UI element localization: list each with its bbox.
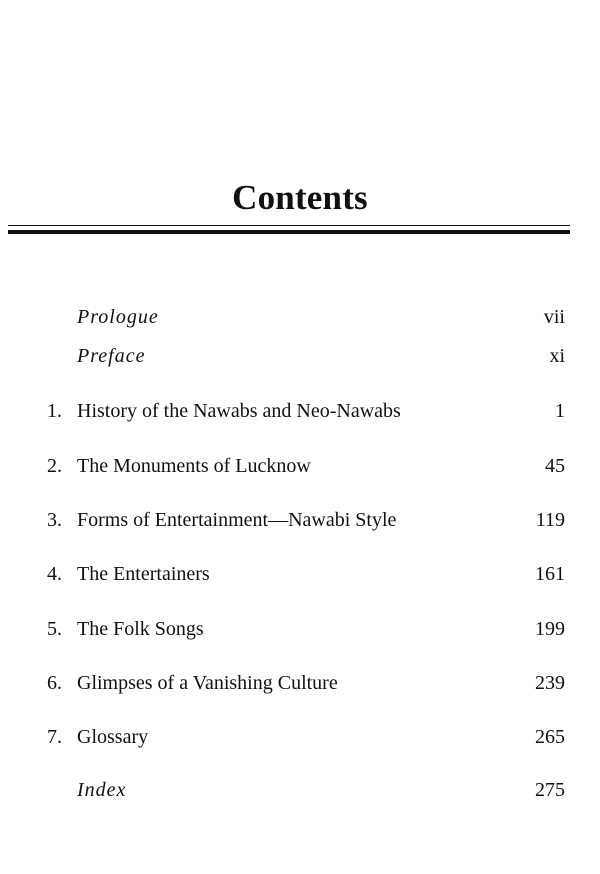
title-rule-thin xyxy=(8,225,570,226)
page-title: Contents xyxy=(232,178,368,217)
toc-entry-number: 6. xyxy=(47,672,62,694)
toc-entry-page: 275 xyxy=(535,779,565,801)
toc-entry-number: 4. xyxy=(47,563,62,585)
toc-entry-chapter-4 xyxy=(0,561,600,587)
toc-entry-number: 7. xyxy=(47,726,62,748)
toc-entry-title: Glossary xyxy=(77,726,149,748)
toc-entry-number: 2. xyxy=(47,455,62,477)
toc-entry-title: Index xyxy=(77,779,127,801)
toc-entry-title: The Monuments of Lucknow xyxy=(77,455,311,477)
toc-entry-chapter-1 xyxy=(0,398,600,424)
toc-entry-page: 199 xyxy=(535,618,565,640)
toc-entry-title: The Entertainers xyxy=(77,563,210,585)
toc-entry-page: 239 xyxy=(535,672,565,694)
toc-entry-page: 1 xyxy=(555,400,565,422)
toc-entry-chapter-6 xyxy=(0,670,600,696)
toc-entry-index xyxy=(0,777,600,803)
toc-entry-page: 119 xyxy=(535,509,565,531)
toc-entry-number: 5. xyxy=(47,618,62,640)
toc-entry-page: vii xyxy=(543,306,565,328)
toc-entry-chapter-3 xyxy=(0,507,600,533)
toc-entry-chapter-7 xyxy=(0,724,600,750)
toc-entry-title: Glimpses of a Vanishing Culture xyxy=(77,672,338,694)
toc-entry-chapter-2 xyxy=(0,453,600,479)
title-rule-thick xyxy=(8,230,570,234)
toc-entry-page: 161 xyxy=(535,563,565,585)
toc-entry-number: 3. xyxy=(47,509,62,531)
toc-entry-title: The Folk Songs xyxy=(77,618,204,640)
toc-entry-page: 45 xyxy=(545,455,565,477)
toc-entry-page: 265 xyxy=(535,726,565,748)
toc-entry-number: 1. xyxy=(47,400,62,422)
toc-entry-preface xyxy=(0,343,600,369)
toc-entry-title: Prologue xyxy=(77,306,159,328)
toc-entry-page: xi xyxy=(549,345,565,367)
toc-entry-title: Preface xyxy=(77,345,146,367)
toc-entry-chapter-5 xyxy=(0,616,600,642)
toc-entry-title: Forms of Entertainment—Nawabi Style xyxy=(77,509,397,531)
toc-entry-prologue xyxy=(0,304,600,330)
toc-entry-title: History of the Nawabs and Neo-Nawabs xyxy=(77,400,401,422)
